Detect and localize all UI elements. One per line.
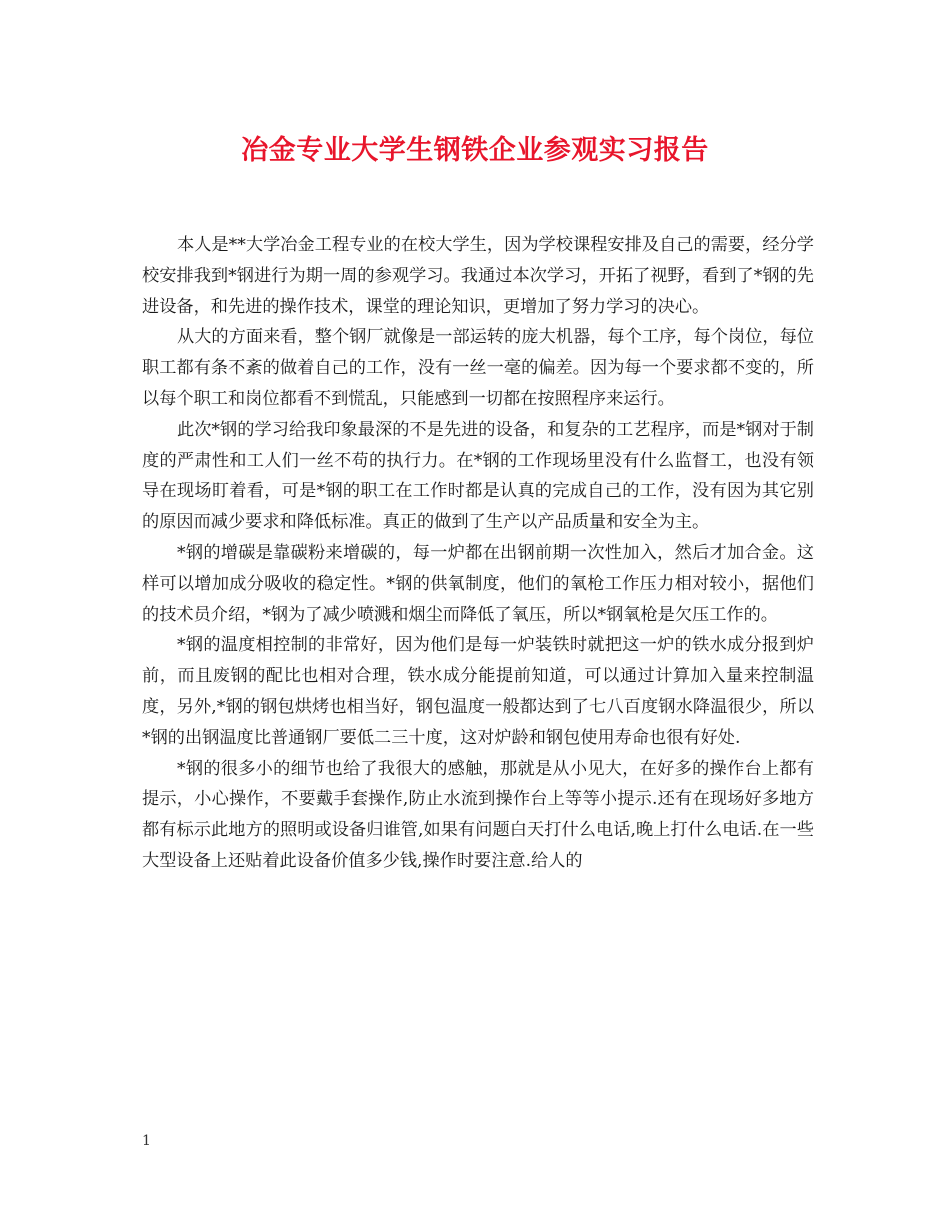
document-title: 冶金专业大学生钢铁企业参观实习报告 bbox=[241, 135, 709, 166]
paragraph-3: 此次*钢的学习给我印象最深的不是先进的设备，和复杂的工艺程序，而是*钢对于制度的严肃性和工人们一丝不苟的执行力。在*钢的工作现场里没有什么监督工，也没有领导在现场盯着看，可是*钢的职工在工作时都是认真的完成自己的工作，没有因为其它别的原因而减少要求和降低标准。真正的做到了生产以产品质量和安全为主。 bbox=[142, 419, 814, 533]
paragraph-4: *钢的增碳是靠碳粉来增碳的，每一炉都在出钢前期一次性加入，然后才加合金。这样可以增加成分吸收的稳定性。*钢的供氧制度，他们的氧枪工作压力相对较小，据他们的技术员介绍，*钢为了减少喷溅和烟尘而降低了氧压，所以*钢氧枪是欠压工作的。 bbox=[142, 542, 814, 625]
paragraph-1: 本人是**大学冶金工程专业的在校大学生，因为学校课程安排及自己的需要，经分学校安排我到*钢进行为期一周的参观学习。我通过本次学习，开拓了视野，看到了*钢的先进设备，和先进的操作技术，课堂的理论知识，更增加了努力学习的决心。 bbox=[142, 235, 814, 317]
document-body bbox=[142, 230, 814, 877]
paragraph-2: 从大的方面来看，整个钢厂就像是一部运转的庞大机器，每个工序，每个岗位，每位职工都有条不紊的做着自己的工作，没有一丝一毫的偏差。因为每一个要求都不变的，所以每个职工和岗位都看不到慌乱，只能感到一切都在按照程序来运行。 bbox=[142, 327, 814, 409]
paragraph-5: *钢的温度相控制的非常好，因为他们是每一炉装铁时就把这一炉的铁水成分报到炉前，而且废钢的配比也相对合理，铁水成分能提前知道，可以通过计算加入量来控制温度，另外,*钢的钢包烘烤也相当好，钢包温度一般都达到了七八百度钢水降温很少，所以*钢的出钢温度比普通钢厂要低二三十度，这对炉龄和钢包使用寿命也很有好处. bbox=[142, 635, 814, 748]
page-number: 1 bbox=[142, 1133, 151, 1149]
paragraph-6: *钢的很多小的细节也给了我很大的感触，那就是从小见大，在好多的操作台上都有提示，小心操作，不要戴手套操作,防止水流到操作台上等等小提示.还有在现场好多地方都有标示此地方的照明或设备归谁管,如果有问题白天打什么电话,晚上打什么电话.在一些大型设备上还贴着此设备价值多少钱,操作时要注意.给人的 bbox=[142, 758, 814, 871]
